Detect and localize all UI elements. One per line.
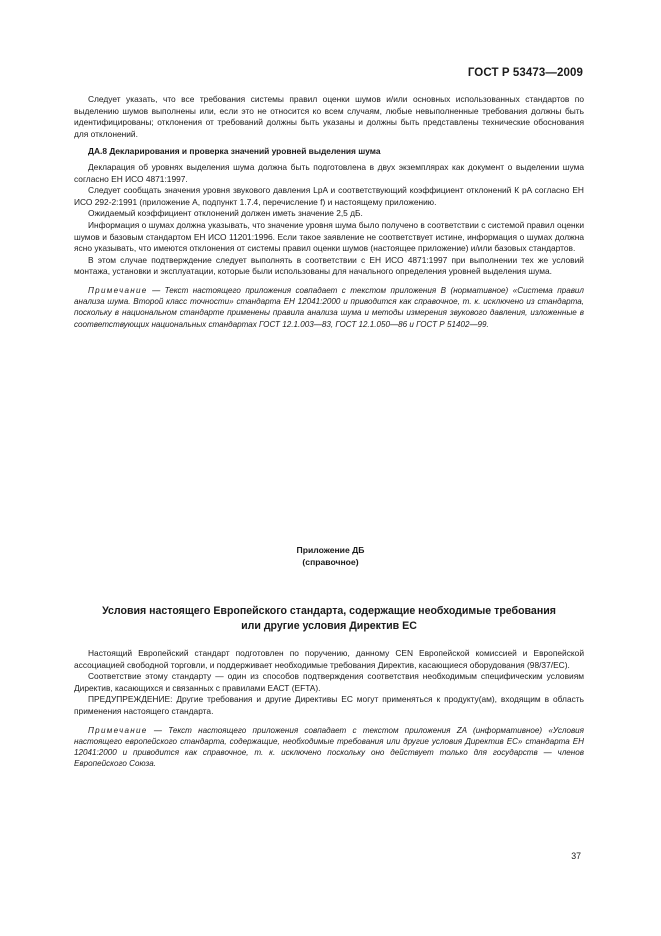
paragraph: Соответствие этому стандарту — один из способов подтверждения соответствия необходимым специфическим условиям Директив, касающихся и связанных с правилами ЕАСТ (EFTA). xyxy=(74,671,584,693)
note-text: — Текст настоящего приложения совпадает с текстом приложения В (нормативное) «Система правил анализа шума. Второй класс точности» стандарта ЕН 12041:2000 и приводится как справочное, т. к. исключено из стандарта, поскольку в национальном стандарте применены правила анализа шума и методы измерения звукового давления, изложенные в соответствующих национальных стандартах ГОСТ 12.1.003—83, ГОСТ 12.1.050—86 и ГОСТ Р 51402—99. xyxy=(74,285,584,329)
note-label: Примечание xyxy=(88,285,148,295)
note-label: Примечание xyxy=(88,725,148,735)
section-da8-block xyxy=(74,94,584,330)
paragraph: Декларация об уровнях выделения шума должна быть подготовлена в двух экземплярах как документ о выделении шума согласно ЕН ИСО 4871:1997. xyxy=(74,161,584,184)
page-number: 37 xyxy=(571,851,581,861)
paragraph: Следует сообщать значения уровня звукового давления LpA и соответствующий коэффициент отклонений К pA согласно ЕН ИСО 292-2:1991 (приложение А, подпункт 1.7.4, перечисление f) и настоящему приложению. xyxy=(74,185,584,207)
appendix-kind: (справочное) xyxy=(302,557,359,567)
appendix-label: Приложение ДБ xyxy=(296,545,365,555)
note-text: — Текст настоящего приложения совпадает с текстом приложения ZA (информативное) «Условия настоящего европейского стандарта, содержащие, необходимые требования или другие условия Директив ЕС» стандарта ЕН 12041:2000 и приводится как справочное, т. к. исключено поскольку оно действует только для государств — членов Европейского Союза. xyxy=(74,725,584,769)
paragraph: В этом случае подтверждение следует выполнять в соответствии с ЕН ИСО 4871:1997 при выполнении тех же условий монтажа, установки и эксплуатации, которые были использованы для начального определения уровней выделения шума. xyxy=(74,254,584,277)
paragraph: Настоящий Европейский стандарт подготовлен по поручению, данному CEN Европейской комиссией и Европейской ассоциацией свободной торговли, и поддерживает необходимые требования Директив, касающиеся оборудования (98/37/ЕС). xyxy=(74,648,584,670)
appendix-title-line2: или другие условия Директив ЕС xyxy=(241,620,417,632)
paragraph: Следует указать, что все требования системы правил оценки шумов и/или основных использованных стандартов по выделению шумов выполнены или, если это не относится ко всем случаям, любые невыполненные требования должны быть идентифицированы; отклонения от требований должны быть указаны и должны быть представлены технические обоснования для отклонений. xyxy=(74,94,584,139)
document-header-id: ГОСТ Р 53473—2009 xyxy=(467,67,583,79)
section-heading: ДА.8 Декларирования и проверка значений уровней выделения шума xyxy=(88,146,381,157)
paragraph: ПРЕДУПРЕЖДЕНИЕ: Другие требования и другие Директивы ЕС могут применяться к продукту(ам), входящим в область применения настоящего стандарта. xyxy=(74,694,584,716)
appendix-title-line1: Условия настоящего Европейского стандарта, содержащие необходимые требования xyxy=(102,605,556,617)
paragraph: Информация о шумах должна указывать, что значение уровня шума было получено в соответствии с системой правил оценки шумов и базовым стандартом ЕН ИСО 11201:1996. Если такое заявление не соответствует истине, информация о шумах должна ясно указывать, что имеются отклонения от системы правил оценки шумов (настоящее приложение) и/или базовых стандартов. xyxy=(74,219,584,254)
note xyxy=(74,285,584,330)
appendix-db-block xyxy=(74,648,584,769)
paragraph: Ожидаемый коэффициент отклонений должен иметь значение 2,5 дБ. xyxy=(88,208,363,219)
note xyxy=(74,725,584,770)
